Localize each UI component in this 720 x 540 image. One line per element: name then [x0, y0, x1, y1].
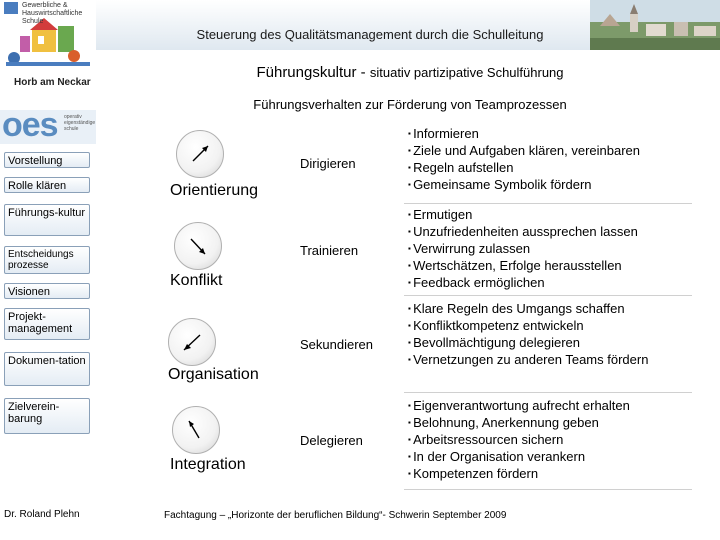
subtitle-detail: situativ partizipative Schulführung [369, 65, 564, 80]
sidebar-item-fuehrungskultur[interactable]: Führungs-kultur [4, 204, 90, 236]
list-item: ▪ Verwirrung zulassen [408, 240, 692, 257]
list-item: ▪ In der Organisation verankern [408, 448, 692, 465]
style-sekundieren: Sekundieren [300, 337, 373, 352]
category-integration: Integration [170, 456, 246, 473]
sidebar-item-entscheidungsprozesse[interactable]: Entscheidungs prozesse [4, 246, 90, 274]
page-title: Steuerung des Qualitätsmanagement durch die Schulleitung [196, 27, 544, 42]
oes-logo-subtitle: operativ eigenständige schule [64, 114, 96, 132]
sidebar-item-rolle-klaeren[interactable]: Rolle klären [4, 177, 90, 193]
list-item: ▪ Bevollmächtigung delegieren [408, 334, 692, 351]
section-heading: Führungsverhalten zur Förderung von Teamprozessen [253, 97, 567, 112]
list-item: ▪ Konfliktkompetenz entwickeln [408, 317, 692, 334]
list-item: ▪ Informieren [408, 125, 692, 142]
list-item: ▪ Kompetenzen fördern [408, 465, 692, 482]
style-delegieren: Delegieren [300, 433, 363, 448]
row-divider [404, 203, 692, 204]
footer-text: Fachtagung – „Horizonte der beruflichen Bildung“- Schwerin September 2009 [164, 510, 507, 521]
compass-integration-icon [172, 406, 220, 454]
list-item: ▪ Unzufriedenheiten aussprechen lassen [408, 223, 692, 240]
row-divider [404, 392, 692, 393]
town-label: Horb am Neckar [14, 77, 91, 88]
style-dirigieren: Dirigieren [300, 156, 356, 171]
category-orientierung: Orientierung [170, 182, 259, 199]
style-trainieren: Trainieren [300, 243, 359, 258]
compass-orientierung-icon [176, 130, 224, 178]
list-item: ▪ Vernetzungen zu anderen Teams fördern [408, 351, 692, 368]
list-item: ▪ Ziele und Aufgaben klären, vereinbaren [408, 142, 692, 159]
list-item: ▪ Wertschätzen, Erfolge herausstellen [408, 257, 692, 274]
row-divider [404, 489, 692, 490]
list-item: ▪ Regeln aufstellen [408, 159, 692, 176]
list-item: ▪ Gemeinsame Symbolik fördern [408, 176, 692, 193]
list-item: ▪ Arbeitsressourcen sichern [408, 431, 692, 448]
author-name: Dr. Roland Plehn [4, 509, 80, 520]
oes-logo: oes [2, 106, 58, 144]
sidebar-item-dokumentation[interactable]: Dokumen-tation [4, 352, 90, 386]
list-item: ▪ Ermutigen [408, 206, 692, 223]
town-photo [590, 0, 720, 50]
sidebar-item-projektmanagement[interactable]: Projekt-management [4, 308, 90, 340]
category-organisation: Organisation [168, 366, 259, 383]
sidebar-item-visionen[interactable]: Visionen [4, 283, 90, 299]
list-item: ▪ Feedback ermöglichen [408, 274, 692, 291]
compass-organisation-icon [168, 318, 216, 366]
sidebar-item-zielvereinbarung[interactable]: Zielverein-barung [4, 398, 90, 434]
subtitle [120, 64, 700, 81]
row-divider [404, 295, 692, 296]
list-item: ▪ Belohnung, Anerkennung geben [408, 414, 692, 431]
subtitle-main: Führungskultur - [256, 64, 370, 81]
list-item: ▪ Klare Regeln des Umgangs schaffen [408, 300, 692, 317]
school-name: Gewerbliche & Hauswirtschaftliche Schule [22, 2, 83, 25]
bullets-konflikt [408, 206, 692, 291]
list-item: ▪ Eigenverantwortung aufrecht erhalten [408, 397, 692, 414]
sidebar-item-vorstellung[interactable]: Vorstellung [4, 152, 90, 168]
bullets-organisation [408, 300, 692, 368]
bullets-integration [408, 397, 692, 482]
compass-konflikt-icon [174, 222, 222, 270]
category-konflikt: Konflikt [170, 272, 223, 289]
bullets-orientierung [408, 125, 692, 193]
